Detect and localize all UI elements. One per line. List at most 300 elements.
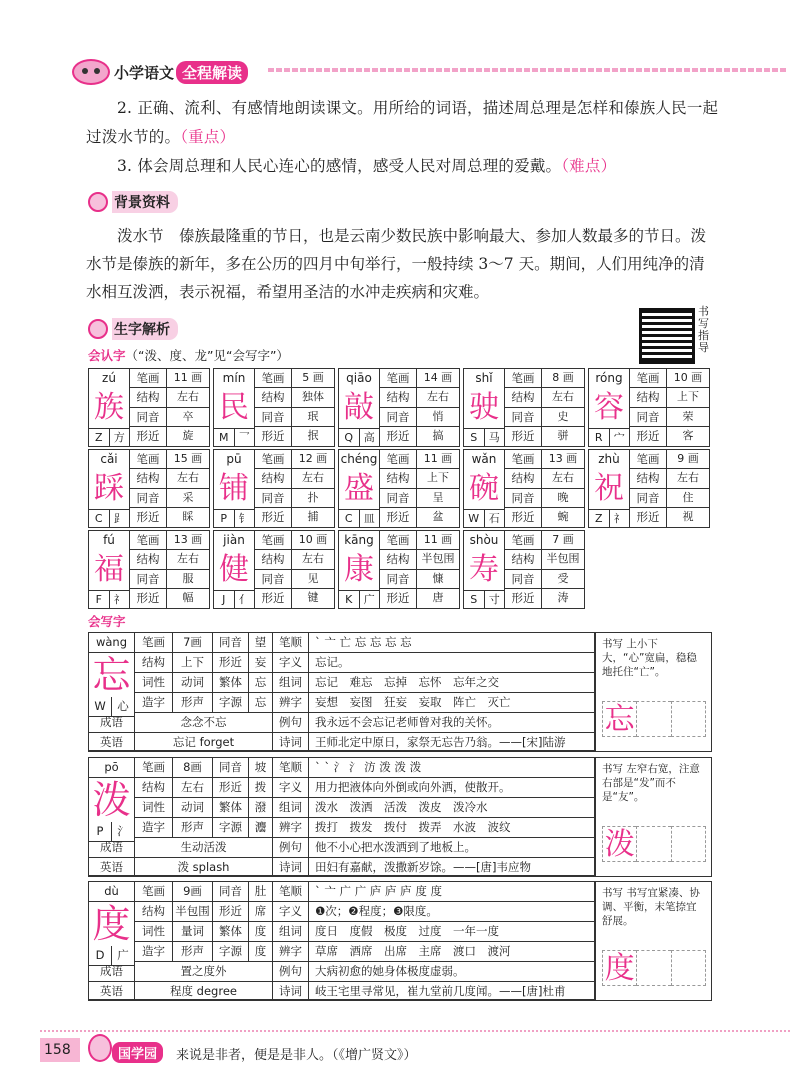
value-similar: 抿 xyxy=(307,428,319,442)
key-example: 例句 xyxy=(273,838,309,858)
value-structure: 左右 xyxy=(177,552,199,566)
character: 福 xyxy=(94,552,124,587)
character: 健 xyxy=(219,552,249,587)
key-structure: 结构 xyxy=(135,653,173,673)
index xyxy=(214,509,254,528)
value-strokes: 15 画 xyxy=(173,452,203,465)
key-idiom: 成语 xyxy=(89,962,135,982)
value-source: 忘 xyxy=(249,693,273,713)
key-strokes: 笔画 xyxy=(255,450,292,468)
value-structure: 左右 xyxy=(302,471,324,485)
character: 踩 xyxy=(94,471,124,506)
index xyxy=(339,509,379,528)
index xyxy=(339,590,379,609)
value-strokes: 13 画 xyxy=(548,452,578,465)
key-order: 笔顺 xyxy=(273,882,309,902)
key-distinguish: 辨字 xyxy=(273,942,309,962)
key-strokes: 笔画 xyxy=(255,531,292,549)
key-strokes: 笔画 xyxy=(505,450,542,468)
recognize-heading: 会认字（“泼、度、龙”见“会写字”） xyxy=(88,348,289,363)
key-order: 笔顺 xyxy=(273,633,309,653)
practice-grid[interactable] xyxy=(602,950,706,986)
value-similar: 妄 xyxy=(249,653,273,673)
key-pos: 词性 xyxy=(135,673,173,693)
pinyin: zhù xyxy=(598,452,620,466)
key-strokes: 笔画 xyxy=(380,531,417,549)
value-meaning: 忘记。 xyxy=(309,653,595,673)
char-card xyxy=(463,449,585,528)
key-english: 英语 xyxy=(89,733,135,751)
value-poem: 王师北定中原日，家祭无忘告乃翁。——[宋]陆游 xyxy=(309,733,595,751)
char-card xyxy=(463,368,585,447)
value-structure: 半包围 xyxy=(546,552,580,566)
owl-icon xyxy=(88,319,108,339)
practice-grid[interactable] xyxy=(602,826,706,862)
char-card xyxy=(88,449,210,528)
key-homophone: 同音 xyxy=(505,570,542,588)
char-card xyxy=(588,449,710,528)
key-structure: 结构 xyxy=(630,388,667,406)
value-similar: 涛 xyxy=(557,590,569,604)
key-structure: 结构 xyxy=(380,388,417,406)
key-english: 英语 xyxy=(89,982,135,1000)
page-number: 158 xyxy=(40,1038,80,1062)
value-structure: 上下 xyxy=(427,471,449,485)
value-strokes: 14 画 xyxy=(423,371,453,384)
key-strokes: 笔画 xyxy=(130,369,167,387)
index-radical: 马 xyxy=(488,431,500,444)
index xyxy=(89,590,129,609)
value-pos: 动词 xyxy=(173,798,213,818)
key-example: 例句 xyxy=(273,713,309,733)
index xyxy=(464,428,504,447)
char-card xyxy=(213,368,335,447)
key-homophone: 同音 xyxy=(380,489,417,507)
key-trad: 繁体 xyxy=(213,922,249,942)
pinyin: wàng xyxy=(89,633,135,653)
key-structure: 结构 xyxy=(380,550,417,568)
value-strokes: 5 画 xyxy=(302,371,324,384)
value-pos: 动词 xyxy=(173,673,213,693)
analysis-section-title: 生字解析 xyxy=(88,318,178,340)
key-similar: 形近 xyxy=(255,427,292,446)
pinyin: chéng xyxy=(340,452,378,466)
key-similar: 形近 xyxy=(130,508,167,527)
index-letter: C xyxy=(339,510,360,528)
pinyin: qiāo xyxy=(346,371,372,385)
index-radical: 高 xyxy=(363,431,375,444)
value-example: 大病初愈的她身体极度虚弱。 xyxy=(309,962,595,982)
value-strokes: 11 画 xyxy=(423,452,453,465)
value-strokes: 10 画 xyxy=(673,371,703,384)
footer-quote: 来说是非者，便是是非人。（《增广贤文》） xyxy=(176,1048,417,1063)
value-english: 程度 degree xyxy=(135,982,273,1000)
value-similar: 盆 xyxy=(432,509,444,523)
key-similar: 形近 xyxy=(130,427,167,446)
background-section-title: 背景资料 xyxy=(88,191,178,213)
mascot-icon xyxy=(72,59,110,85)
character: 驶 xyxy=(469,390,499,425)
value-structure: 左右 xyxy=(552,390,574,404)
index-letter: J xyxy=(214,591,235,609)
key-structure: 结构 xyxy=(505,469,542,487)
value-similar: 旋 xyxy=(182,428,194,442)
value-homophone: 荣 xyxy=(682,409,694,423)
index-radical: 皿 xyxy=(363,512,375,525)
practice-cell[interactable] xyxy=(636,826,670,862)
key-poem: 诗词 xyxy=(273,982,309,1000)
value-homophone: 望 xyxy=(249,633,273,653)
practice-cell[interactable] xyxy=(671,826,706,862)
value-strokes: 7画 xyxy=(173,633,213,653)
pinyin: fú xyxy=(103,533,115,547)
value-poem: 岐王宅里寻常见，崔九堂前几度闻。——[唐]杜甫 xyxy=(309,982,595,1000)
value-similar: 幅 xyxy=(182,590,194,604)
char-card xyxy=(338,368,460,447)
key-form: 造字 xyxy=(135,942,173,962)
practice-cell[interactable]: 泼 xyxy=(602,826,636,862)
index-radical: 礻 xyxy=(113,593,125,606)
index-letter: Z xyxy=(89,429,110,447)
value-words: 度日 度假 极度 过度 一年一度 xyxy=(309,922,595,942)
char-card xyxy=(213,530,335,609)
value-trad: 忘 xyxy=(249,673,273,693)
key-similar: 形近 xyxy=(505,427,542,446)
index-letter: M xyxy=(214,429,235,447)
key-homophone: 同音 xyxy=(255,489,292,507)
value-trad: 度 xyxy=(249,922,273,942)
key-source: 字源 xyxy=(213,818,249,838)
key-trad: 繁体 xyxy=(213,673,249,693)
index-radical: 石 xyxy=(488,512,500,525)
character: 碗 xyxy=(469,471,499,506)
pinyin: mín xyxy=(222,371,246,385)
writing-tip xyxy=(595,882,710,1000)
key-form: 造字 xyxy=(135,693,173,713)
index-radical: 广 xyxy=(112,946,135,966)
value-meaning: ❶次；❷程度；❸限度。 xyxy=(309,902,595,922)
index-radical: 钅 xyxy=(238,512,250,525)
practice-cell[interactable] xyxy=(636,950,670,986)
goal-2: 2. 正确、流利、有感情地朗读课文。用所给的词语，描述周总理是怎样和傣族人民一起过泼水节的。（重点） xyxy=(86,99,719,146)
key-homophone: 同音 xyxy=(255,570,292,588)
value-meaning: 用力把液体向外倒或向外洒，使散开。 xyxy=(309,778,595,798)
character: 容 xyxy=(594,390,624,425)
practice-cell[interactable]: 忘 xyxy=(602,701,636,737)
key-structure: 结构 xyxy=(505,388,542,406)
key-strokes: 笔画 xyxy=(135,758,173,778)
write-table xyxy=(88,757,712,877)
index-letter: F xyxy=(89,591,110,609)
key-meaning: 字义 xyxy=(273,902,309,922)
practice-grid[interactable] xyxy=(602,701,706,737)
footer-badge: 国学园 xyxy=(112,1042,163,1063)
value-order: ` 亠 亡 忘 忘 忘 忘 xyxy=(309,633,595,653)
write-table xyxy=(88,881,712,1001)
value-words: 泼水 泼洒 活泼 泼皮 泼冷水 xyxy=(309,798,595,818)
pinyin: róng xyxy=(595,371,623,385)
value-structure: 左右 xyxy=(177,390,199,404)
pinyin: shǐ xyxy=(475,371,493,385)
key-order: 笔顺 xyxy=(273,758,309,778)
key-idiom: 成语 xyxy=(89,838,135,858)
index xyxy=(214,428,254,447)
index xyxy=(214,590,254,609)
tip-text: 书写 左窄右宽，注意右部是“发”而不是“友”。 xyxy=(602,763,700,803)
value-similar: 拨 xyxy=(249,778,273,798)
key-homophone: 同音 xyxy=(630,408,667,426)
key-similar: 形近 xyxy=(630,508,667,527)
index-radical: 寸 xyxy=(488,593,500,606)
key-strokes: 笔画 xyxy=(380,450,417,468)
index-letter: W xyxy=(89,697,112,717)
background-text: 泼水节 傣族最隆重的节日，也是云南少数民族中影响最大、参加人数最多的节日。泼水节是傣族的新年，多在公历的四月中旬举行，一般持续 3～7 天。期间，人们用纯净的清水相互泼洒，表示祝福，希望用圣洁的水冲走疾病和灾难。 xyxy=(86,227,707,301)
key-example: 例句 xyxy=(273,962,309,982)
key-similar: 形近 xyxy=(255,508,292,527)
value-similar: 客 xyxy=(682,428,694,442)
key-homophone: 同音 xyxy=(255,408,292,426)
owl-icon xyxy=(88,192,108,212)
key-strokes: 笔画 xyxy=(135,882,173,902)
key-homophone: 同音 xyxy=(213,758,249,778)
index xyxy=(339,428,379,447)
index-letter: W xyxy=(464,510,485,528)
key-homophone: 同音 xyxy=(380,408,417,426)
key-strokes: 笔画 xyxy=(505,369,542,387)
key-words: 组词 xyxy=(273,922,309,942)
key-structure: 结构 xyxy=(255,550,292,568)
index-radical: 广 xyxy=(363,593,375,606)
char-card xyxy=(338,530,460,609)
char-card xyxy=(88,368,210,447)
value-strokes: 9 画 xyxy=(677,452,699,465)
key-source: 字源 xyxy=(213,693,249,713)
key-strokes: 笔画 xyxy=(255,369,292,387)
pinyin: pū xyxy=(226,452,242,466)
value-form: 形声 xyxy=(173,942,213,962)
key-strokes: 笔画 xyxy=(630,450,667,468)
value-pos: 量词 xyxy=(173,922,213,942)
value-homophone: 见 xyxy=(307,571,319,585)
value-idiom: 念念不忘 xyxy=(135,713,273,733)
footer-divider xyxy=(40,1030,790,1032)
index-letter: C xyxy=(89,510,110,528)
key-similar: 形近 xyxy=(630,427,667,446)
value-homophone: 采 xyxy=(182,490,194,504)
key-structure: 结构 xyxy=(630,469,667,487)
value-homophone: 呈 xyxy=(432,490,444,504)
write-table xyxy=(88,632,712,752)
index-radical: 氵 xyxy=(112,822,135,842)
index-letter: P xyxy=(89,822,112,842)
char-card xyxy=(88,530,210,609)
key-structure: 结构 xyxy=(255,469,292,487)
page-header xyxy=(72,58,248,86)
key-similar: 形近 xyxy=(213,902,249,922)
key-homophone: 同音 xyxy=(505,408,542,426)
key-structure: 结构 xyxy=(135,778,173,798)
value-form: 形声 xyxy=(173,693,213,713)
key-idiom: 成语 xyxy=(89,713,135,733)
value-idiom: 置之度外 xyxy=(135,962,273,982)
key-similar: 形近 xyxy=(213,653,249,673)
tip-text: 书写 上小下大，“心”宽扁，稳稳地托住“亡”。 xyxy=(602,638,697,678)
writing-tip xyxy=(595,758,710,876)
value-form: 形声 xyxy=(173,818,213,838)
key-similar: 形近 xyxy=(505,508,542,527)
value-similar: 视 xyxy=(682,509,694,523)
index-radical: 心 xyxy=(112,697,135,717)
value-homophone: 住 xyxy=(682,490,694,504)
value-homophone: 肚 xyxy=(249,882,273,902)
pinyin: wǎn xyxy=(471,452,497,466)
key-words: 组词 xyxy=(273,673,309,693)
value-example: 他不小心把水泼洒到了地板上。 xyxy=(309,838,595,858)
character: 民 xyxy=(219,390,249,425)
value-structure: 左右 xyxy=(173,778,213,798)
key-homophone: 同音 xyxy=(213,882,249,902)
tip-text: 书写 书写宜紧凑、协调、平衡，末笔捺宜舒展。 xyxy=(602,887,700,927)
index-letter: K xyxy=(339,591,360,609)
key-homophone: 同音 xyxy=(130,408,167,426)
key-homophone: 同音 xyxy=(505,489,542,507)
pinyin: dù xyxy=(89,882,135,902)
value-english: 泼 splash xyxy=(135,858,273,876)
index xyxy=(89,509,129,528)
key-trad: 繁体 xyxy=(213,798,249,818)
character: 康 xyxy=(344,552,374,587)
pinyin: cǎi xyxy=(100,452,118,466)
index-letter: Q xyxy=(339,429,360,447)
key-pos: 词性 xyxy=(135,798,173,818)
pinyin: kāng xyxy=(344,533,374,547)
index-letter: S xyxy=(464,591,485,609)
key-structure: 结构 xyxy=(130,388,167,406)
value-strokes: 9画 xyxy=(173,882,213,902)
practice-cell[interactable] xyxy=(671,701,706,737)
index-letter: P xyxy=(214,510,235,528)
char-card xyxy=(588,368,710,447)
value-homophone: 史 xyxy=(557,409,569,423)
key-strokes: 笔画 xyxy=(130,531,167,549)
value-similar: 骈 xyxy=(557,428,569,442)
qr-code[interactable] xyxy=(639,308,695,364)
index-letter: D xyxy=(89,946,112,966)
key-meaning: 字义 xyxy=(273,653,309,673)
value-homophone: 受 xyxy=(557,571,569,585)
char-card xyxy=(213,449,335,528)
key-similar: 形近 xyxy=(380,427,417,446)
key-strokes: 笔画 xyxy=(130,450,167,468)
practice-cell[interactable] xyxy=(636,701,670,737)
value-strokes: 8画 xyxy=(173,758,213,778)
value-homophone: 慷 xyxy=(432,571,444,585)
value-trad: 潑 xyxy=(249,798,273,818)
key-english: 英语 xyxy=(89,858,135,876)
index xyxy=(464,509,504,528)
key-homophone: 同音 xyxy=(130,570,167,588)
key-pos: 词性 xyxy=(135,922,173,942)
index-radical: 礻 xyxy=(613,512,625,525)
value-similar: 键 xyxy=(307,590,319,604)
value-homophone: 扑 xyxy=(307,490,319,504)
value-structure: 左右 xyxy=(677,471,699,485)
practice-cell[interactable] xyxy=(671,950,706,986)
character: 忘 xyxy=(89,653,135,697)
value-idiom: 生动活泼 xyxy=(135,838,273,858)
value-homophone: 晚 xyxy=(557,490,569,504)
key-strokes: 笔画 xyxy=(135,633,173,653)
value-structure: 左右 xyxy=(302,552,324,566)
value-distinguish: 拨打 拨发 拨付 拨弄 水波 波纹 xyxy=(309,818,595,838)
value-structure: 左右 xyxy=(552,471,574,485)
value-similar: 席 xyxy=(249,902,273,922)
key-structure: 结构 xyxy=(505,550,542,568)
key-structure: 结构 xyxy=(135,902,173,922)
key-similar: 形近 xyxy=(213,778,249,798)
character: 盛 xyxy=(344,471,374,506)
value-similar: 捕 xyxy=(307,509,319,523)
value-homophone: 卒 xyxy=(182,409,194,423)
pinyin: jiàn xyxy=(223,533,245,547)
value-homophone: 悄 xyxy=(432,409,444,423)
value-similar: 搞 xyxy=(432,428,444,442)
value-homophone: 坡 xyxy=(249,758,273,778)
value-homophone: 服 xyxy=(182,571,194,585)
key-poem: 诗词 xyxy=(273,858,309,876)
character: 铺 xyxy=(219,471,249,506)
character: 寿 xyxy=(469,552,499,587)
character: 族 xyxy=(94,390,124,425)
value-strokes: 8 画 xyxy=(552,371,574,384)
value-structure: 独体 xyxy=(302,390,324,404)
value-source: 度 xyxy=(249,942,273,962)
pinyin: pō xyxy=(89,758,135,778)
key-words: 组词 xyxy=(273,798,309,818)
key-form: 造字 xyxy=(135,818,173,838)
value-source: 灋 xyxy=(249,818,273,838)
index-letter: R xyxy=(589,429,610,447)
value-english: 忘记 forget xyxy=(135,733,273,751)
key-homophone: 同音 xyxy=(213,633,249,653)
value-similar: 睬 xyxy=(182,509,194,523)
key-homophone: 同音 xyxy=(130,489,167,507)
value-strokes: 11 画 xyxy=(173,371,203,384)
series-badge: 全程解读 xyxy=(176,61,248,84)
character: 敲 xyxy=(344,390,374,425)
value-structure: 左右 xyxy=(177,471,199,485)
key-structure: 结构 xyxy=(130,550,167,568)
value-distinguish: 草席 酒席 出席 主席 渡口 渡河 xyxy=(309,942,595,962)
value-similar: 唐 xyxy=(432,590,444,604)
value-strokes: 10 画 xyxy=(298,533,328,546)
key-source: 字源 xyxy=(213,942,249,962)
index xyxy=(464,590,504,609)
index-radical: 乛 xyxy=(238,431,250,444)
value-structure: 半包围 xyxy=(173,902,213,922)
practice-cell[interactable]: 度 xyxy=(602,950,636,986)
key-strokes: 笔画 xyxy=(630,369,667,387)
value-strokes: 11 画 xyxy=(423,533,453,546)
value-order: ` ` 氵 氵 汸 泼 泼 泼 xyxy=(309,758,595,778)
value-similar: 蜿 xyxy=(557,509,569,523)
value-strokes: 12 画 xyxy=(298,452,328,465)
character: 泼 xyxy=(89,778,135,822)
key-strokes: 笔画 xyxy=(380,369,417,387)
value-distinguish: 妄想 妄图 狂妄 妄取 阵亡 灭亡 xyxy=(309,693,595,713)
index-radical: ⻊ xyxy=(113,512,125,525)
key-distinguish: 辨字 xyxy=(273,818,309,838)
